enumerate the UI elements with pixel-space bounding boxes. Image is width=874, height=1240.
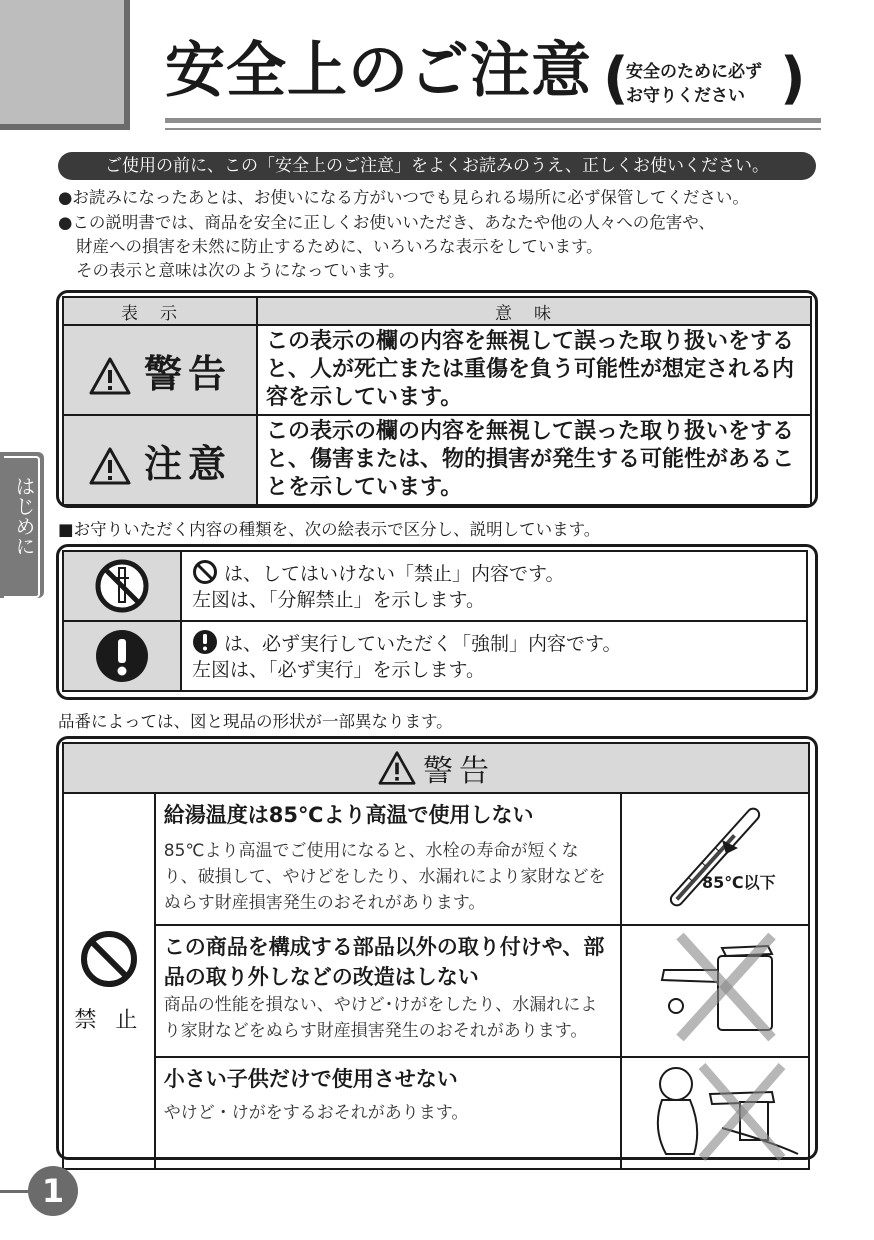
picto-cell [63, 621, 181, 691]
warning-item-body: 商品の性能を損ない、やけど･けがをしたり、水漏れにより家財などをぬらす財産損害発生のおそれがあります。 [163, 995, 598, 1041]
warning-item-text [155, 793, 621, 925]
warning-triangle-icon [377, 750, 417, 786]
warning-item-body: やけど・けがをするおそれがあります。 [163, 1103, 469, 1123]
picto-table [62, 550, 808, 692]
warning-item [63, 793, 809, 925]
col-header-meaning: 意味 [257, 297, 811, 325]
caution-triangle-icon [88, 446, 132, 486]
prohibit-column [63, 793, 155, 1169]
page-subtitle [626, 60, 762, 108]
exclamation-icon [192, 629, 218, 655]
header-rule-thin [165, 128, 821, 130]
signal-label-cell [63, 325, 257, 415]
warning-item-text [155, 1057, 621, 1169]
warning-item [63, 1057, 809, 1169]
picto-desc-line: は、必ず実行していただく「強制」内容です。 [224, 633, 622, 655]
intro-banner: ご使用の前に、この「安全上のご注意」をよくお読みのうえ、正しくお使いください。 [58, 152, 816, 180]
subtitle-line-1: 安全のために必ず [626, 62, 762, 82]
warning-item-title: 給湯温度は85℃より高温で使用しない [163, 803, 534, 827]
side-tab-label: はじめに [12, 476, 36, 556]
faucet-modification-icon [622, 926, 808, 1052]
temperature-limit-label: 85℃以下 [701, 873, 776, 892]
prohibit-label: 禁 止 [74, 1007, 144, 1033]
page-title: 安全上のご注意 [165, 36, 592, 106]
subtitle-paren-close: ) [780, 46, 806, 111]
model-note: 品番によっては、図と現品の形状が一部異なります。 [58, 712, 453, 731]
bullet-display-line-1: ●この説明書では、商品を安全に正しくお使いいただき、あなたや他の人々への危害や、 [58, 213, 715, 232]
warning-item-figure [621, 925, 809, 1057]
no-disassembly-icon [94, 558, 150, 614]
col-header-display: 表示 [63, 297, 257, 325]
warning-heading-label: 警告 [423, 754, 495, 789]
picto-row-mandatory [63, 621, 807, 691]
mandatory-action-icon [94, 628, 150, 684]
warning-item-title: この商品を構成する部品以外の取り付けや、部品の取り外しなどの改造はしない [163, 935, 605, 989]
child-at-faucet-icon [622, 1058, 808, 1164]
warning-heading [63, 743, 809, 793]
signal-label-cell [63, 415, 257, 505]
picto-desc-mandatory [181, 621, 807, 691]
prohibit-icon [192, 559, 218, 585]
warning-item-figure [621, 793, 809, 925]
warning-item-figure [621, 1057, 809, 1169]
picto-intro: ■お守りいただく内容の種類を、次の絵表示で区分し、説明しています。 [58, 520, 601, 539]
subtitle-line-2: お守りください [626, 86, 745, 106]
bullet-display-line-3: その表示と意味は次のようになっています。 [76, 261, 405, 280]
signal-desc-warning: この表示の欄の内容を無視して誤った取り扱いをすると、人が死亡または重傷を負う可能性が想定される内容を示しています。 [257, 325, 811, 415]
warning-item [63, 925, 809, 1057]
signal-row-caution [63, 415, 811, 505]
header-rule [165, 118, 821, 123]
thermometer-icon [622, 794, 808, 920]
signal-desc-caution: この表示の欄の内容を無視して誤った取り扱いをすると、傷害または、物的損害が発生する可能性があることを示しています。 [257, 415, 811, 505]
signal-label-caution: 注意 [143, 441, 232, 486]
prohibit-icon [79, 929, 139, 989]
bullet-storage: ●お読みになったあとは、お使いになる方がいつでも見られる場所に必ず保管してください。 [58, 188, 749, 207]
picto-row-prohibit [63, 551, 807, 621]
page-number: 1 [28, 1166, 78, 1216]
signal-label-warning: 警告 [143, 351, 232, 396]
subtitle-paren-open: ( [603, 46, 629, 111]
picto-desc-prohibit [181, 551, 807, 621]
picto-desc-line: 左図は、「分解禁止」を示します。 [192, 589, 485, 611]
signal-table [62, 296, 812, 506]
warning-item-body: 85℃より高温でご使用になると、水栓の寿命が短くなり、破損して、やけどをしたり、水漏れにより家財などをぬらす財産損害発生のおそれがあります。 [163, 841, 606, 913]
corner-block [0, 0, 130, 130]
warning-triangle-icon [88, 356, 132, 396]
bullet-display-line-2: 財産への損害を未然に防止するために、いろいろな表示をしています。 [76, 237, 603, 256]
picto-desc-line: 左図は、「必ず実行」を示します。 [192, 659, 485, 681]
warning-table [62, 742, 810, 1170]
picto-cell [63, 551, 181, 621]
signal-row-warning [63, 325, 811, 415]
warning-item-title: 小さい子供だけで使用させない [163, 1067, 458, 1091]
warning-item-text [155, 925, 621, 1057]
page-number-rule [0, 1190, 28, 1193]
picto-desc-line: は、してはいけない「禁止」内容です。 [224, 563, 565, 585]
